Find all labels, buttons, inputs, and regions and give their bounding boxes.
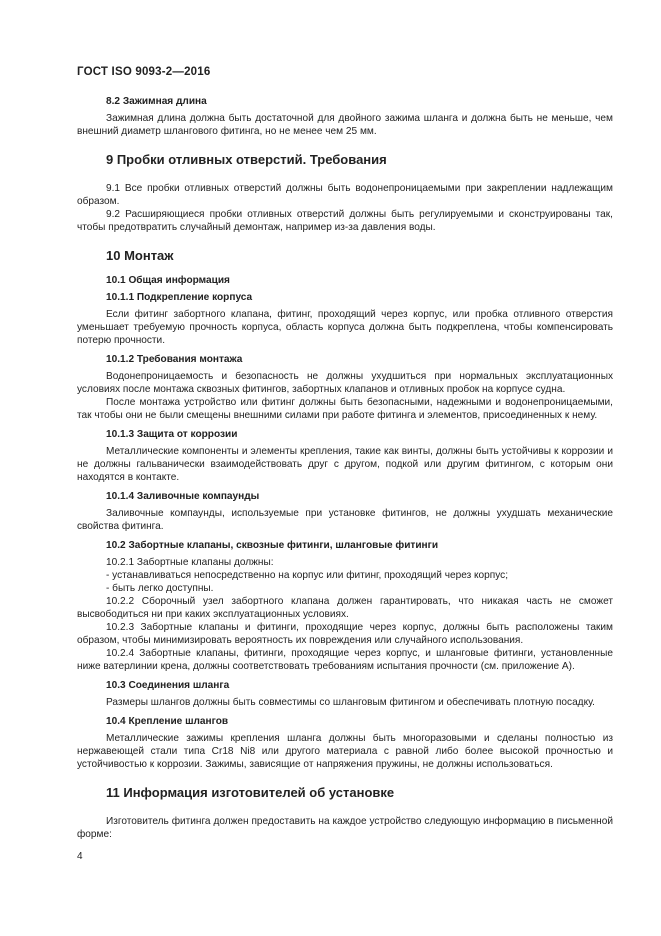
section-10-1-title: 10.1 Общая информация	[106, 275, 230, 286]
running-header: ГОСТ ISO 9093-2—2016	[77, 66, 211, 78]
section-10-1-2-title: 10.1.2 Требования монтажа	[106, 354, 243, 365]
section-10-1-3-title: 10.1.3 Защита от коррозии	[106, 429, 238, 440]
list-item: - устанавливаться непосредственно на корпус или фитинг, проходящий через корпус;	[106, 570, 509, 581]
section-10-3-title: 10.3 Соединения шланга	[106, 680, 230, 691]
section-10-2-list	[77, 556, 613, 673]
page-number: 4	[77, 851, 83, 862]
section-10-4-text: Металлические зажимы крепления шланга должны быть многоразовыми и сделаны полностью из нержавеющей стали типа Cr18 Ni8 или другого материала с равной либо более высокой прочностью и устойчивостью к коррозии. Зажимы, зависящие от напряжения пружины, не должны использоваться.	[77, 733, 613, 770]
section-11-text: Изготовитель фитинга должен предоставить на каждое устройство следующую информацию в письменной форме:	[77, 816, 613, 840]
section-10-1-3-text: Металлические компоненты и элементы крепления, такие как винты, должны быть устойчивы к коррозии и не должны гальванически взаимодействовать друг с другом, подкой или другим фитингом, с которым они находятся в контакте.	[77, 446, 613, 483]
section-10-title: 10 Монтаж	[106, 248, 174, 263]
section-10-1-4-title: 10.1.4 Заливочные компаунды	[106, 491, 260, 502]
section-10-1-4-text: Заливочные компаунды, используемые при установке фитингов, не должны ухудшать механические свойства фитинга.	[77, 508, 613, 532]
section-8-2-text: Зажимная длина должна быть достаточной для двойного зажима шланга и должна быть не меньше, чем внешний диаметр шлангового фитинга, но не менее чем 25 мм.	[77, 113, 613, 137]
section-9-2-text: 9.2 Расширяющиеся пробки отливных отверстий должны быть регулируемыми и сконструированы так, чтобы предотвратить случайный демонтаж, например из-за давления воды.	[77, 209, 613, 233]
section-9-title: 9 Пробки отливных отверстий. Требования	[106, 152, 387, 167]
section-10-2-3-text: 10.2.3 Забортные клапаны и фитинги, проходящие через корпус, должны быть расположены таким образом, чтобы минимизировать вероятность их повреждения или случайного использования.	[77, 622, 613, 646]
section-10-2-1-text: 10.2.1 Забортные клапаны должны:	[106, 557, 274, 568]
section-8-2-title: 8.2 Зажимная длина	[106, 96, 207, 107]
section-10-2-title: 10.2 Забортные клапаны, сквозные фитинги, шланговые фитинги	[106, 540, 439, 551]
section-11-title: 11 Информация изготовителей об установке	[106, 785, 395, 800]
list-item: - быть легко доступны.	[106, 583, 214, 594]
section-10-1-2-text-b: После монтажа устройство или фитинг должны быть безопасными, надежными и водонепроницаемыми, так чтобы они не были смещены внешними силами при работе фитинга и элементов, присоединенных к нему.	[77, 397, 613, 421]
section-10-1-1-text: Если фитинг забортного клапана, фитинг, проходящий через корпус, или пробка отливного отверстия уменьшает требуемую прочность корпуса, область корпуса должна быть подкреплена, чтобы компенсировать потерю прочности.	[77, 309, 613, 346]
section-10-1-1-title: 10.1.1 Подкрепление корпуса	[106, 292, 253, 303]
section-10-3-text: Размеры шлангов должны быть совместимы со шланговым фитингом и обеспечивать плотную посадку.	[106, 697, 595, 708]
section-10-2-2-text: 10.2.2 Сборочный узел забортного клапана должен гарантировать, что никакая часть не сможет высвободиться ни при каких эксплуатационных условиях.	[77, 596, 613, 620]
page-content	[77, 95, 613, 841]
section-10-4-title: 10.4 Крепление шлангов	[106, 716, 229, 727]
section-10-2-4-text: 10.2.4 Забортные клапаны, фитинги, проходящие через корпус, и шланговые фитинги, установленные ниже ватерлинии крена, должны соответствовать требованиям испытания прочности (см. приложение А).	[77, 648, 613, 672]
section-9-1-text: 9.1 Все пробки отливных отверстий должны быть водонепроницаемыми при закреплении надлежащим образом.	[77, 183, 613, 207]
section-10-1-2-text-a: Водонепроницаемость и безопасность не должны ухудшиться при нормальных эксплуатационных условиях после монтажа сквозных фитингов, забортных клапанов и отливных пробок на корпусе судна.	[77, 371, 613, 395]
